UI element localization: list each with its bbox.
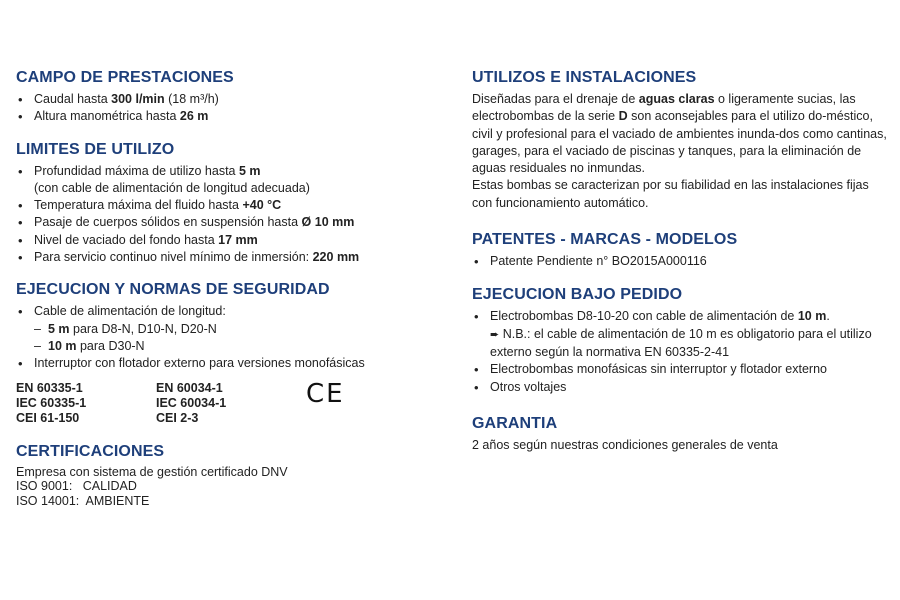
right-column xyxy=(472,68,892,468)
item-text: Temperatura máxima del fluido hasta xyxy=(34,198,243,213)
section-limites-utilizo xyxy=(16,140,446,267)
bullet-list xyxy=(16,197,446,266)
norm-code: CEI 61-150 xyxy=(16,410,80,425)
section-title: CERTIFICACIONES xyxy=(16,442,165,460)
bullet-list xyxy=(16,91,446,126)
section-title: UTILIZOS E INSTALACIONES xyxy=(472,69,697,86)
para-emphasis: aguas claras xyxy=(638,92,715,106)
norm-code: CEI 2-3 xyxy=(156,410,199,425)
item-text: para D30-N xyxy=(76,338,145,353)
section-ejecucion-pedido xyxy=(472,285,892,395)
bullet-list xyxy=(472,308,892,325)
norms-column xyxy=(16,381,156,426)
bullet-list xyxy=(16,303,446,320)
norm-code: EN 60034-1 xyxy=(156,380,223,395)
item-text: Nivel de vaciado del fondo hasta xyxy=(34,232,219,247)
item-text: Profundidad máxima de utilizo hasta xyxy=(34,163,239,178)
list-item xyxy=(16,197,446,214)
item-text: Caudal hasta xyxy=(34,92,112,106)
dash-marker: – xyxy=(34,321,41,336)
section-certificaciones xyxy=(16,442,446,509)
arrow-right-icon: ➨ xyxy=(490,328,500,341)
item-value: 10 m xyxy=(797,309,827,324)
cert-line: ISO 14001: AMBIENTE xyxy=(16,493,150,508)
section-title: LIMITES DE UTILIZO xyxy=(16,140,175,158)
list-item: • Electrobombas monofásicas sin interruptor y flotador externo xyxy=(472,361,892,378)
norm-code: EN 60335-1 xyxy=(16,380,83,395)
para-emphasis: D xyxy=(618,109,628,124)
norms-block xyxy=(16,378,446,426)
description-paragraph xyxy=(472,91,892,177)
cert-line: Empresa con sistema de gestión certificado DNV xyxy=(16,464,288,479)
section-utilizos-instalaciones xyxy=(472,68,892,212)
description-paragraph: Estas bombas se caracterizan por su fiabilidad en las instalaciones fijas con funcionamiento automático. xyxy=(472,178,869,210)
bullet-list xyxy=(472,253,892,270)
section-title: GARANTIA xyxy=(472,414,558,432)
norms-column xyxy=(156,381,296,426)
item-text: Pasaje de cuerpos sólidos en suspensión hasta xyxy=(34,215,302,230)
section-patentes xyxy=(472,230,892,270)
para-text: Diseñadas para el drenaje de xyxy=(472,92,639,106)
para-text: o ligeramente sucias, las electrobombas de la serie xyxy=(472,92,856,124)
note-line xyxy=(472,326,892,362)
item-value: 10 m xyxy=(48,338,77,353)
item-text: Para servicio continuo nivel mínimo de inmersión: xyxy=(34,250,313,265)
list-item xyxy=(16,249,446,266)
list-item xyxy=(472,308,892,325)
dash-marker: – xyxy=(34,338,41,353)
list-item xyxy=(16,91,446,108)
section-title: EJECUCION BAJO PEDIDO xyxy=(472,286,683,304)
item-text: . xyxy=(826,309,830,324)
section-garantia xyxy=(472,414,892,454)
item-value: 17 mm xyxy=(218,232,258,247)
item-value: 26 m xyxy=(179,109,209,124)
item-value: +40 °C xyxy=(242,198,282,213)
section-title: EJECUCION Y NORMAS DE SEGURIDAD xyxy=(16,281,330,299)
item-value: 5 m xyxy=(238,163,261,178)
norm-code: IEC 60034-1 xyxy=(156,395,227,410)
list-item: • Otros voltajes xyxy=(472,379,892,396)
section-campo-prestaciones xyxy=(16,68,446,126)
item-value: 300 l/min xyxy=(111,92,165,106)
left-column xyxy=(16,68,446,522)
list-item: • Cable de alimentación de longitud: xyxy=(16,303,446,320)
item-text: Electrobombas D8-10-20 con cable de alimentación de xyxy=(490,309,798,324)
list-item xyxy=(16,232,446,249)
para-text: son aconsejables para el utilizo do-méstico, civil y profesional para el vaciado de ambientes inunda-dos como cantinas, garages, para el vaciado de piscinas y tanques, para la eliminación de aguas residuales no inmundas. xyxy=(472,109,887,176)
section-title: CAMPO DE PRESTACIONES xyxy=(16,69,234,86)
section-ejecucion-normas xyxy=(16,280,446,425)
sub-item xyxy=(16,321,446,338)
list-item xyxy=(16,214,446,231)
cert-line: ISO 9001: CALIDAD xyxy=(16,479,137,494)
note-text: N.B.: el cable de alimentación de 10 m es obligatorio para el utilizo externo según la normativa EN 60335-2-41 xyxy=(490,326,872,359)
norm-code: IEC 60335-1 xyxy=(16,395,87,410)
list-item xyxy=(16,108,446,125)
list-item xyxy=(16,163,446,180)
item-value: 5 m xyxy=(48,321,70,336)
item-text: (18 m³/h) xyxy=(164,92,219,106)
item-value: Ø 10 mm xyxy=(301,215,355,230)
section-title: PATENTES - MARCAS - MODELOS xyxy=(472,231,738,249)
sub-item xyxy=(16,338,446,355)
list-item-note: (con cable de alimentación de longitud adecuada) xyxy=(34,180,310,195)
bullet-list xyxy=(16,163,446,180)
bullet-list xyxy=(16,355,446,372)
bullet-list xyxy=(472,361,892,396)
list-item: • Interruptor con flotador externo para versiones monofásicas xyxy=(16,355,446,372)
item-value: 220 mm xyxy=(312,250,360,265)
item-text: Altura manométrica hasta xyxy=(34,109,180,124)
garantia-text: 2 años según nuestras condiciones generales de venta xyxy=(472,437,778,452)
list-item: • Patente Pendiente n° BO2015A000116 xyxy=(472,253,892,270)
item-text: para D8-N, D10-N, D20-N xyxy=(69,321,217,336)
ce-mark-icon: CE xyxy=(306,378,345,409)
